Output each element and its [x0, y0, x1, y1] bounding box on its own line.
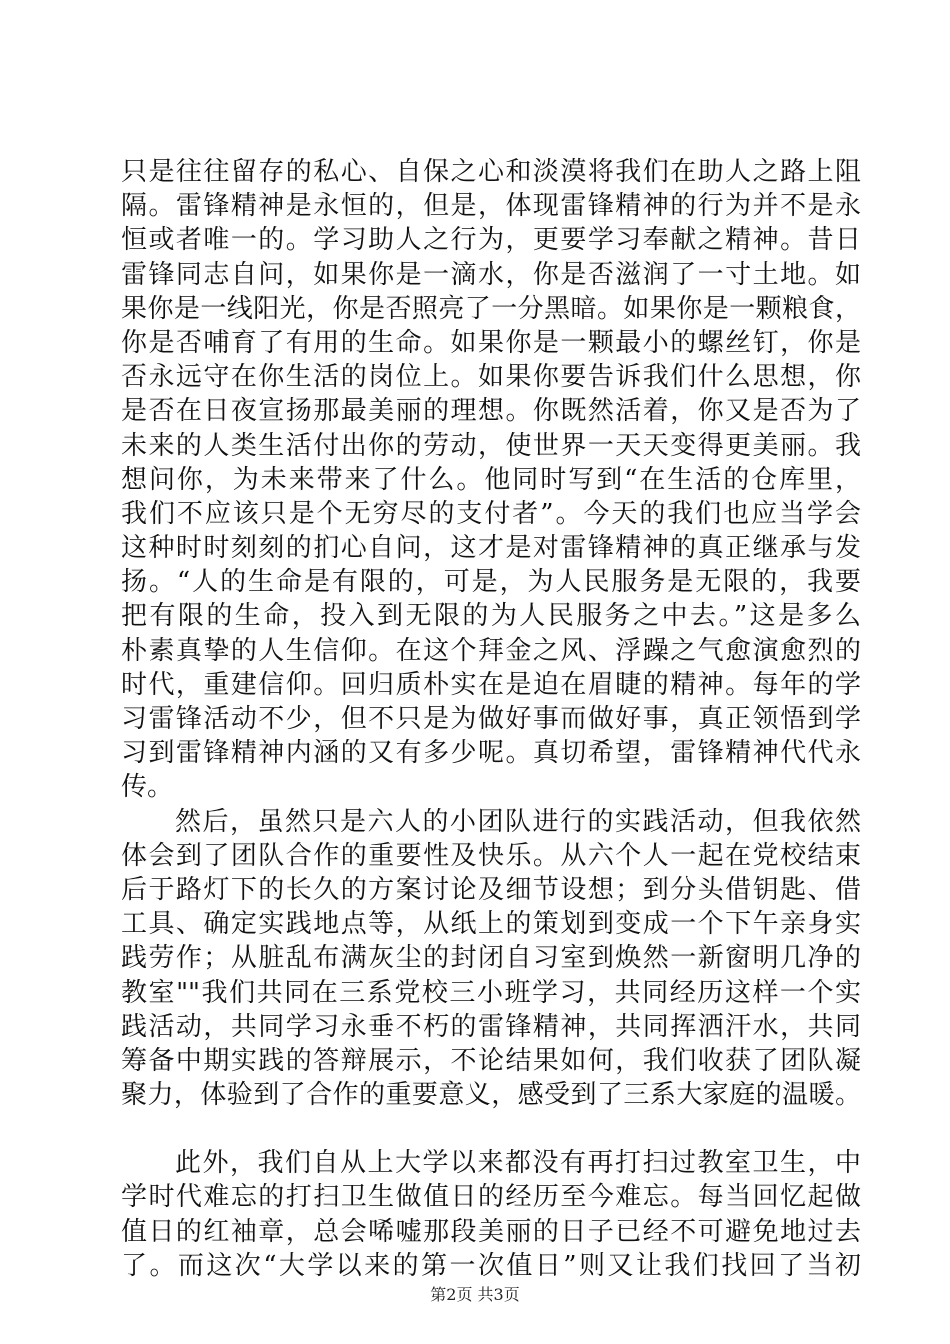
text-line: 否永远守在你生活的岗位上。如果你要告诉我们什么思想，你: [121, 362, 861, 393]
text-line: 雷锋同志自问，如果你是一滴水，你是否滋润了一寸土地。如: [121, 259, 861, 290]
text-line: 工具、确定实践地点等，从纸上的策划到变成一个下午亲身实: [121, 909, 861, 940]
text-line: 践劳作；从脏乱布满灰尘的封闭自习室到焕然一新窗明几净的: [121, 943, 861, 974]
text-line: 我们不应该只是个无穷尽的支付者”。今天的我们也应当学会: [121, 498, 861, 529]
text-line: 是否在日夜宣扬那最美丽的理想。你既然活着，你又是否为了: [121, 396, 861, 427]
text-line: 只是往往留存的私心、自保之心和淡漠将我们在助人之路上阻: [121, 157, 861, 187]
text-line: 传。: [121, 772, 174, 803]
page-number-footer: 第2页 共3页: [430, 1285, 520, 1304]
text-line: 这种时时刻刻的扪心自问，这才是对雷锋精神的真正继承与发: [121, 533, 861, 564]
text-line: 习到雷锋精神内涵的又有多少呢。真切希望，雷锋精神代代永: [121, 738, 861, 769]
text-line: 扬。“人的生命是有限的，可是，为人民服务是无限的，我要: [121, 567, 861, 598]
text-line: 朴素真挚的人生信仰。在这个拜金之风、浮躁之气愈演愈烈的: [121, 635, 861, 666]
text-line: 此外，我们自从上大学以来都没有再打扫过教室卫生，中: [175, 1148, 861, 1179]
paragraph-teamwork: [121, 805, 861, 1113]
text-line: 想问你，为未来带来了什么。他同时写到“在生活的仓库里，: [121, 464, 861, 495]
text-line: 了。而这次“大学以来的第一次值日”则又让我们找回了当初: [121, 1250, 861, 1281]
text-line: 时代，重建信仰。回归质朴实在是迫在眉睫的精神。每年的学: [121, 669, 861, 700]
text-line: 体会到了团队合作的重要性及快乐。从六个人一起在党校结束: [121, 840, 861, 871]
text-line: 聚力，体验到了合作的重要意义，感受到了三系大家庭的温暖。: [121, 1080, 861, 1111]
text-line: 把有限的生命，投入到无限的为人民服务之中去。”这是多么: [121, 601, 861, 632]
text-line: 恒或者唯一的。学习助人之行为，更要学习奉献之精神。昔日: [121, 225, 861, 256]
document-body: [121, 155, 861, 1283]
text-line: 果你是一线阳光，你是否照亮了一分黑暗。如果你是一颗粮食，: [121, 293, 861, 324]
text-line: 隔。雷锋精神是永恒的，但是，体现雷锋精神的行为并不是永: [121, 191, 861, 222]
text-line: 践活动，共同学习永垂不朽的雷锋精神，共同挥洒汗水，共同: [121, 1011, 861, 1042]
text-line: 教室""我们共同在三系党校三小班学习，共同经历这样一个实: [121, 977, 861, 1008]
paragraph-spacer: [121, 1112, 861, 1146]
text-line: 你是否哺育了有用的生命。如果你是一颗最小的螺丝钉，你是: [121, 327, 861, 358]
text-line: 习雷锋活动不少，但不只是为做好事而做好事，真正领悟到学: [121, 704, 861, 734]
text-line: 学时代难忘的打扫卫生做值日的经历至今难忘。每当回忆起做: [121, 1182, 861, 1213]
paragraph-duty-day: [121, 1146, 861, 1283]
text-line: 值日的红袖章，总会唏嘘那段美丽的日子已经不可避免地过去: [121, 1216, 861, 1247]
text-line: 未来的人类生活付出你的劳动，使世界一天天变得更美丽。我: [121, 430, 861, 461]
paragraph-leifeng-spirit: [121, 155, 861, 805]
text-line: 然后，虽然只是六人的小团队进行的实践活动，但我依然: [175, 806, 861, 837]
text-line: 后于路灯下的长久的方案讨论及细节设想；到分头借钥匙、借: [121, 874, 861, 905]
text-line: 筹备中期实践的答辩展示，不论结果如何，我们收获了团队凝: [121, 1045, 861, 1076]
